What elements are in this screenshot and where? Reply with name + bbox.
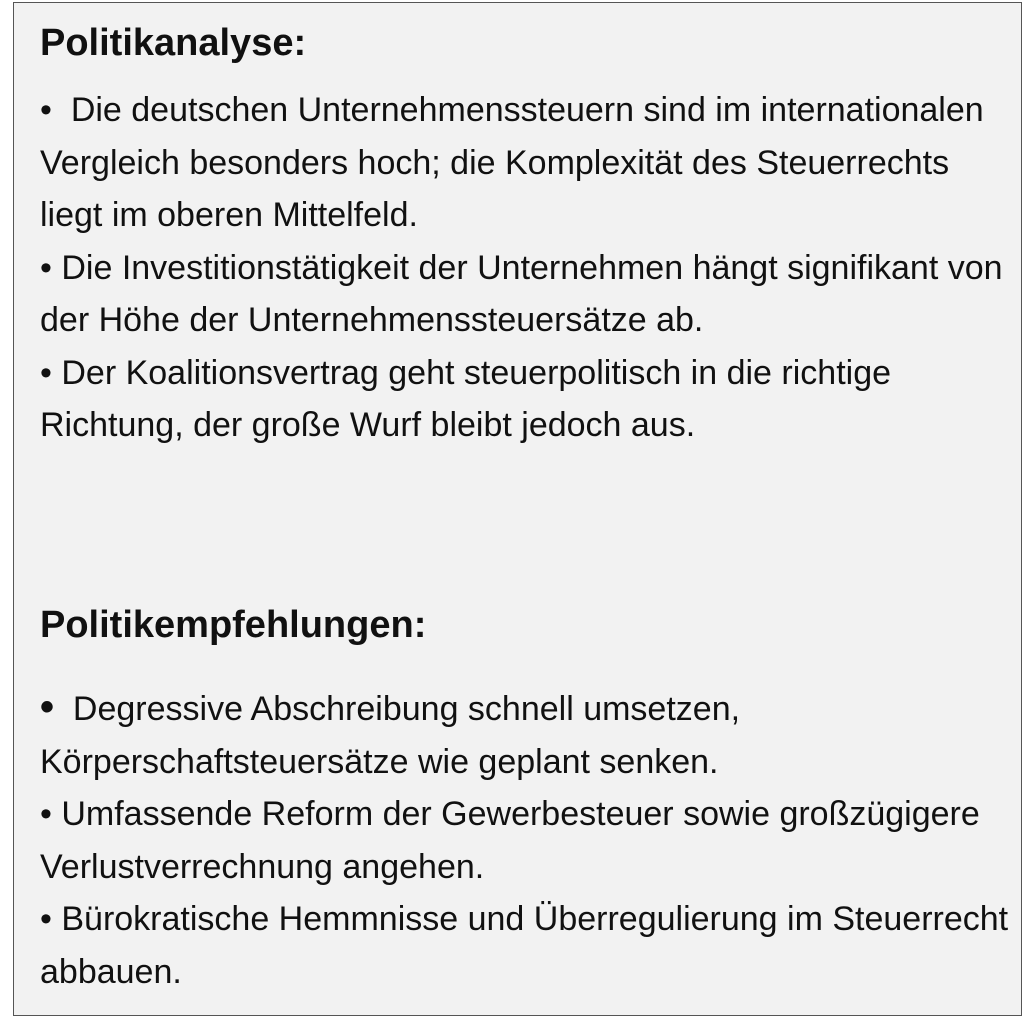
list-item-text: Der Koalitionsvertrag geht steuerpolitisch in die richtige Richtung, der große Wurf bleibt jedoch aus.: [40, 353, 892, 444]
list-item-text: Die deutschen Unternehmenssteuern sind im internationalen Vergleich besonders hoch; die Komplexität des Steuerrechts liegt im oberen Mittelfeld.: [40, 91, 984, 234]
list-item-text: Die Investitionstätigkeit der Unternehmen hängt signifikant von der Höhe der Unternehmenssteuersätze ab.: [40, 248, 1003, 339]
list-item-text: Degressive Abschreibung schnell umsetzen, Körperschaftsteuersätze wie geplant senken.: [40, 690, 741, 781]
bullet-icon: •: [40, 248, 52, 287]
bullet-icon: •: [40, 353, 52, 392]
summary-box: [13, 2, 1022, 1016]
list-item-text: Bürokratische Hemmnisse und Überregulierung im Steuerrecht abbauen.: [40, 900, 1009, 991]
recommendations-list: [40, 681, 1010, 998]
recommendations-heading: Politikempfehlungen:: [40, 604, 427, 646]
analysis-heading: Politikanalyse:: [40, 22, 307, 64]
bullet-icon: •: [40, 685, 55, 729]
bullet-icon: •: [40, 795, 52, 833]
bullet-icon: •: [40, 900, 52, 938]
list-item: [40, 788, 1010, 893]
list-item: [40, 242, 1010, 347]
bullet-icon: •: [40, 91, 52, 129]
analysis-list: [40, 84, 1010, 452]
list-item-text: Umfassende Reform der Gewerbesteuer sowie großzügigere Verlustverrechnung angehen.: [40, 795, 980, 886]
list-item: [40, 84, 1010, 242]
list-item: [40, 681, 1010, 788]
list-item: [40, 893, 1010, 998]
list-item: [40, 347, 1010, 452]
